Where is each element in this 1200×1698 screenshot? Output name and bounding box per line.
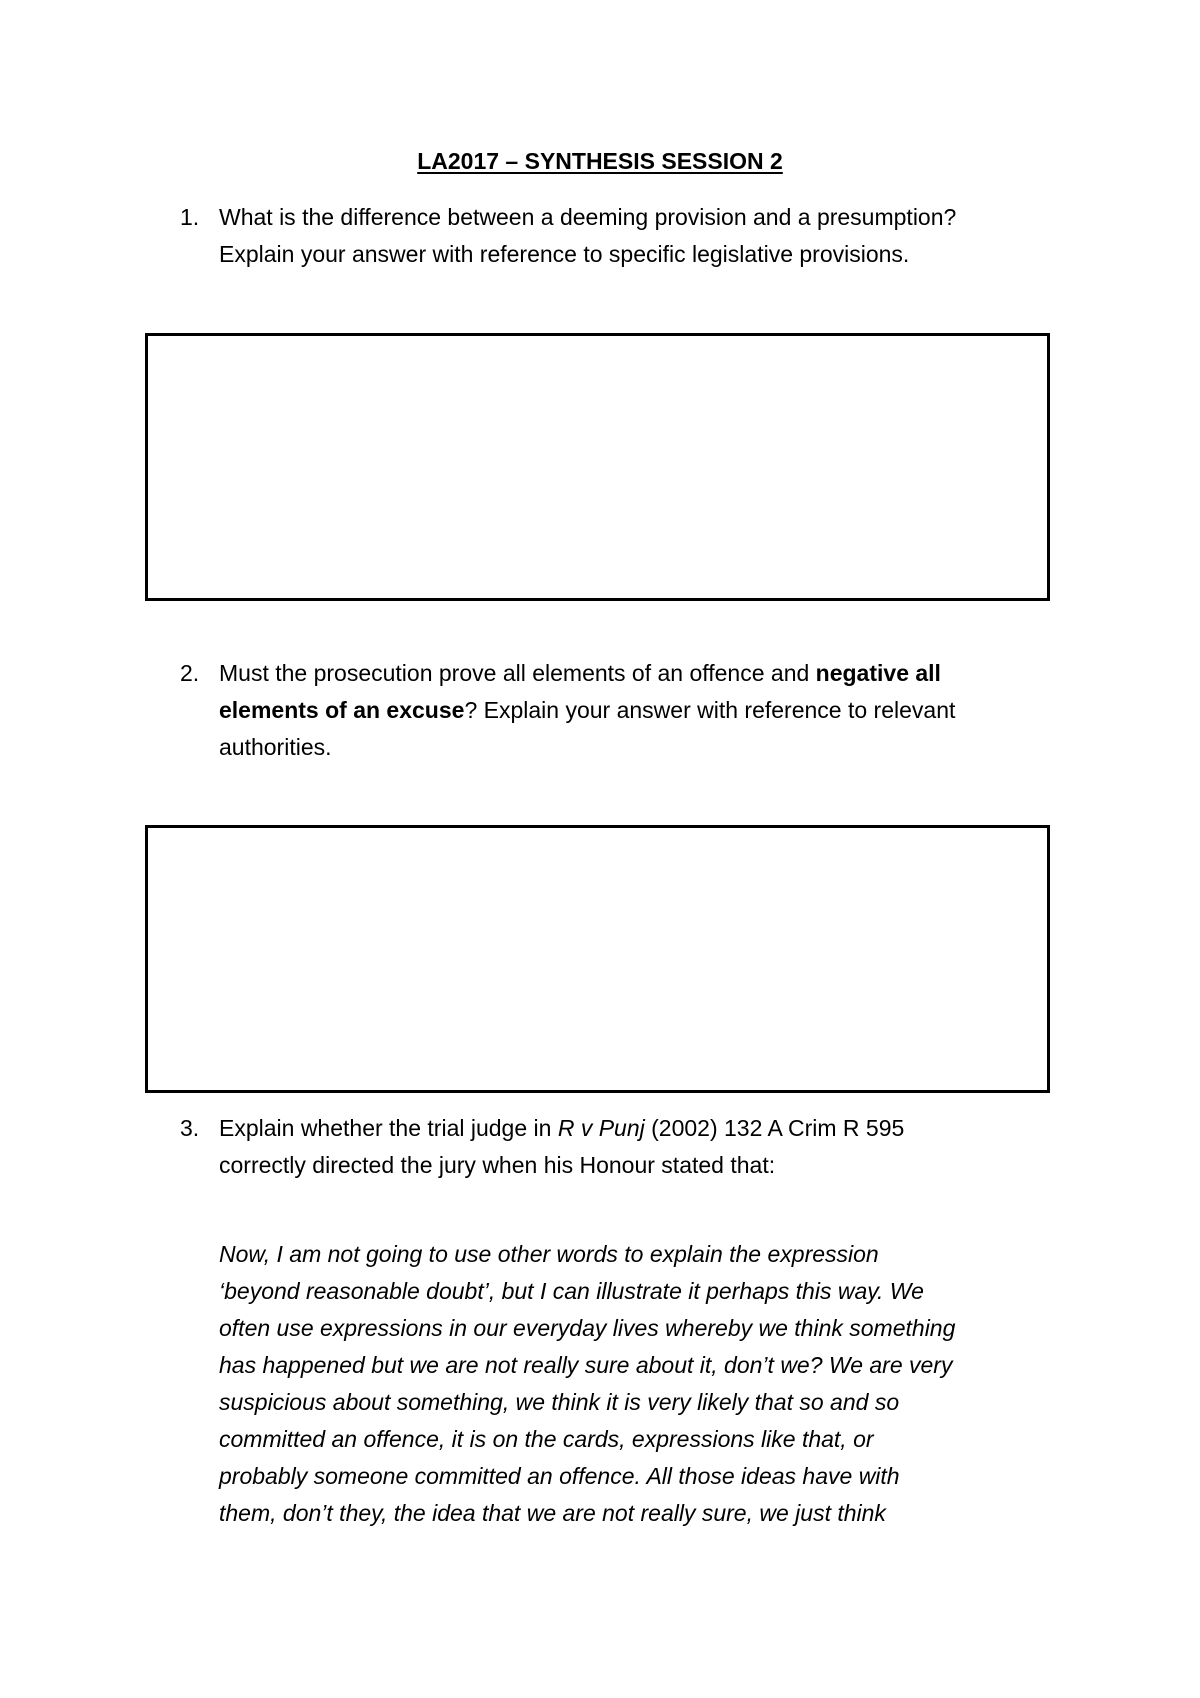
question-1-text [219, 199, 979, 273]
quote-line: Now, I am not going to use other words to explain the expression [219, 1241, 879, 1267]
question-2-line-2-plain: ? Explain your answer with reference to relevant [464, 697, 956, 723]
judge-quote [219, 1236, 1059, 1532]
quote-line: often use expressions in our everyday lives whereby we think something [219, 1315, 956, 1341]
document-title: LA2017 – SYNTHESIS SESSION 2 [417, 148, 783, 174]
question-2-emphasis-1: negative all [815, 660, 941, 686]
quote-line: them, don’t they, the idea that we are not really sure, we just think [219, 1500, 886, 1526]
question-3-line-1-plain-a: Explain whether the trial judge in [219, 1115, 558, 1141]
question-2-number: 2. [180, 660, 200, 686]
question-2-line-3: authorities. [219, 734, 332, 760]
question-2-text [219, 655, 979, 766]
question-2-line-1 [219, 655, 979, 692]
quote-line: suspicious about something, we think it is very likely that so and so [219, 1389, 900, 1415]
question-3-number: 3. [180, 1115, 200, 1141]
question-3-line-2: correctly directed the jury when his Honour stated that: [219, 1152, 776, 1178]
answer-box-2[interactable] [145, 825, 1050, 1093]
case-name: R v Punj [557, 1115, 645, 1141]
question-3-line-1-plain-b: (2002) 132 A Crim R 595 [644, 1115, 905, 1141]
question-2-line-2 [219, 692, 979, 729]
quote-line: has happened but we are not really sure about it, don’t we? We are very [219, 1352, 953, 1378]
answer-box-1[interactable] [145, 333, 1050, 601]
question-1-line-2: Explain your answer with reference to specific legislative provisions. [219, 241, 910, 267]
question-2-line-1-plain: Must the prosecution prove all elements of an offence and [219, 660, 816, 686]
question-1-line-1: What is the difference between a deeming provision and a presumption? [219, 204, 957, 230]
quote-line: probably someone committed an offence. All those ideas have with [219, 1463, 900, 1489]
question-2-emphasis-2: elements of an excuse [219, 697, 465, 723]
question-1-number: 1. [180, 204, 200, 230]
quote-line: committed an offence, it is on the cards, expressions like that, or [219, 1426, 874, 1452]
question-3-text [219, 1110, 979, 1184]
question-3-line-1 [219, 1110, 979, 1147]
quote-line: ‘beyond reasonable doubt’, but I can illustrate it perhaps this way. We [219, 1278, 924, 1304]
